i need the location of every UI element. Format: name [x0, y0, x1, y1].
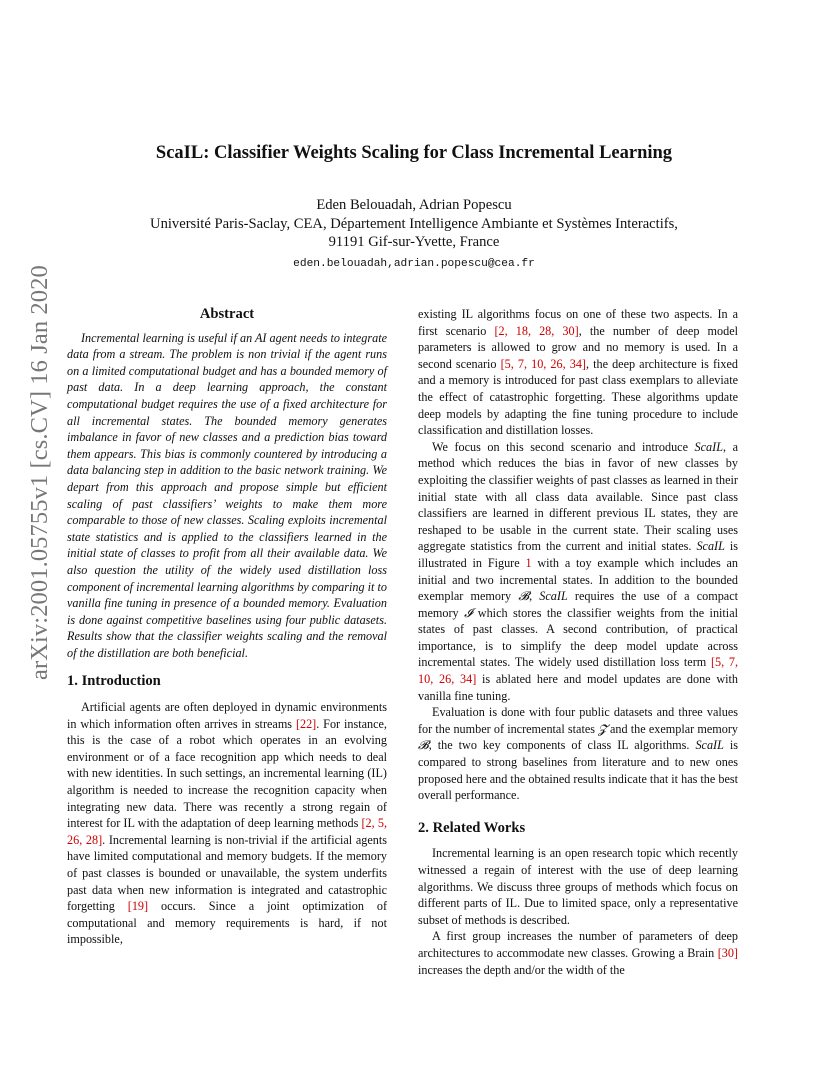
- citation-link[interactable]: [2, 18, 28, 30]: [494, 323, 579, 338]
- arxiv-sidebar: [10, 265, 70, 680]
- citation-link[interactable]: [19]: [127, 899, 149, 914]
- citation-link[interactable]: [22]: [295, 716, 317, 731]
- intro-paragraph-4: Evaluation is done with four public datasets and three values for the number of incremental states 𝓩 and the exemplar memory 𝓑, the two key components of class IL algorithms. ScaIL is compared to strong baselines from literature and to new ones proposed here and the obtained results indicate that it has the best overall performance.: [418, 705, 738, 803]
- abstract-heading: Abstract: [199, 306, 255, 322]
- related-paragraph-2: A first group increases the number of parameters of deep architectures to accommodate new classes. Growing a Brain [30] increases the depth and/or the width of the: [418, 929, 738, 977]
- math-symbol: 𝓑: [518, 589, 530, 604]
- citation-link[interactable]: [30]: [717, 945, 738, 960]
- citation-link[interactable]: [5, 7, 10, 26, 34]: [500, 356, 586, 371]
- right-column: [418, 306, 738, 978]
- intro-paragraph-2: existing IL algorithms focus on one of these two aspects. In a first scenario [2, 18, 28, 30], the number of deep model parameters is allowed to grow and no memory is used. In a second scenario [5, 7, 10, 26, 34], the deep architecture is fixed and a memory is introduced for past class exemplars to alleviate the effect of catastrophic forgetting. These algorithms update deep models by adapting the fine tuning procedure to include classification and distillation losses.: [418, 307, 738, 438]
- method-name: ScaIL: [696, 539, 725, 554]
- arxiv-identifier: arXiv:2001.05755v1 [cs.CV] 16 Jan 2020: [26, 265, 53, 680]
- paper-title: ScaIL: Classifier Weights Scaling for Class Incremental Learning: [155, 143, 673, 163]
- intro-paragraph-1: Artificial agents are often deployed in dynamic environments in which information often arrives in streams [22]. For instance, this is the case of a robot which operates in an evolving environment or of a face recognition app which needs to deal with new identities. In such settings, an incremental learning (IL) algorithm is needed to increase the recognition capacity when integrating new data. There was recently a strong regain of interest for IL with the adaptation of deep learning methods [2, 5, 26, 28]. Incremental learning is non-trivial if the artificial agents have limited computational and memory budgets. If the memory of past classes is bounded or unavailable, the system underfits past data when new information is integrated and catastrophic forgetting [19] occurs. Since a joint optimization of computational and memory requirements is hard, if not impossible,: [67, 700, 388, 947]
- author-email: eden.belouadah,adrian.popescu@cea.fr: [293, 258, 535, 270]
- math-symbol: 𝓘: [464, 605, 473, 620]
- related-paragraph-1: Incremental learning is an open research topic which recently witnessed a regain of interest with the use of deep learning algorithms. We discuss three groups of methods which focus on different parts of IL. Due to limited space, only a representative subset of methods is described.: [418, 846, 738, 927]
- math-symbol: 𝓩: [598, 721, 607, 736]
- figure-link[interactable]: 1: [525, 555, 532, 570]
- method-name: ScaIL: [694, 439, 723, 454]
- introduction-heading: 1. Introduction: [67, 673, 161, 690]
- math-symbol: 𝓑: [418, 738, 429, 753]
- left-column: [67, 306, 387, 948]
- affiliation-line-2: 91191 Gif-sur-Yvette, France: [328, 234, 500, 250]
- citation-link[interactable]: [5, 7, 10, 26, 34]: [418, 655, 738, 687]
- method-name: ScaIL: [695, 738, 724, 753]
- method-name: ScaIL: [539, 589, 568, 604]
- citation-link[interactable]: [2, 5, 26, 28]: [67, 816, 388, 847]
- affiliation-line-1: Université Paris-Saclay, CEA, Département Intelligence Ambiante et Systèmes Interactifs,: [150, 216, 678, 232]
- authors: Eden Belouadah, Adrian Popescu: [316, 197, 512, 213]
- abstract-text: Incremental learning is useful if an AI agent needs to integrate data from a stream. The problem is non trivial if the agent runs on a limited computational budget and has a bounded memory of past data. In a deep learning approach, the constant computational budget requires the use of a fixed architecture for all incremental states. The bounded memory generates imbalance in favor of new classes and a prediction bias toward them appears. This bias is commonly countered by introducing a data balancing step in addition to the basic network training. We depart from this approach and propose simple but efficient scaling of past classifiers’ weights to make them more comparable to those of new classes. Scaling exploits incremental state statistics and is applied to the classifiers learned in the initial state of classes to profit from all their available data. We also question the utility of the widely used distillation loss component of incremental learning algorithms by comparing it to vanilla fine tuning in presence of a bounded memory. Evaluation is done against competitive baselines using four public datasets. Results show that the classifier weights scaling and the removal of the distillation are both beneficial.: [67, 330, 387, 660]
- intro-paragraph-3: We focus on this second scenario and introduce ScaIL, a method which reduces the bias in favor of new classes by exploiting the classifier weights of past classes as learned in their initial state with all class data available. Since past class classifiers are learned in different previous IL states, they are reshaped to be usable in the current state. Their scaling uses aggregate statistics from the current and initial states. ScaIL is illustrated in Figure 1 with a toy example which includes an initial and two incremental states. In addition to the bounded exemplar memory 𝓑, ScaIL requires the use of a compact memory 𝓘 which stores the classifier weights from the initial states of past classes. A second contribution, of practical importance, is to simplify the deep model update across incremental states. The widely used distillation loss term [5, 7, 10, 26, 34] is ablated here and model updates are done with vanilla fine tuning.: [418, 439, 739, 703]
- related-works-heading: 2. Related Works: [418, 819, 526, 836]
